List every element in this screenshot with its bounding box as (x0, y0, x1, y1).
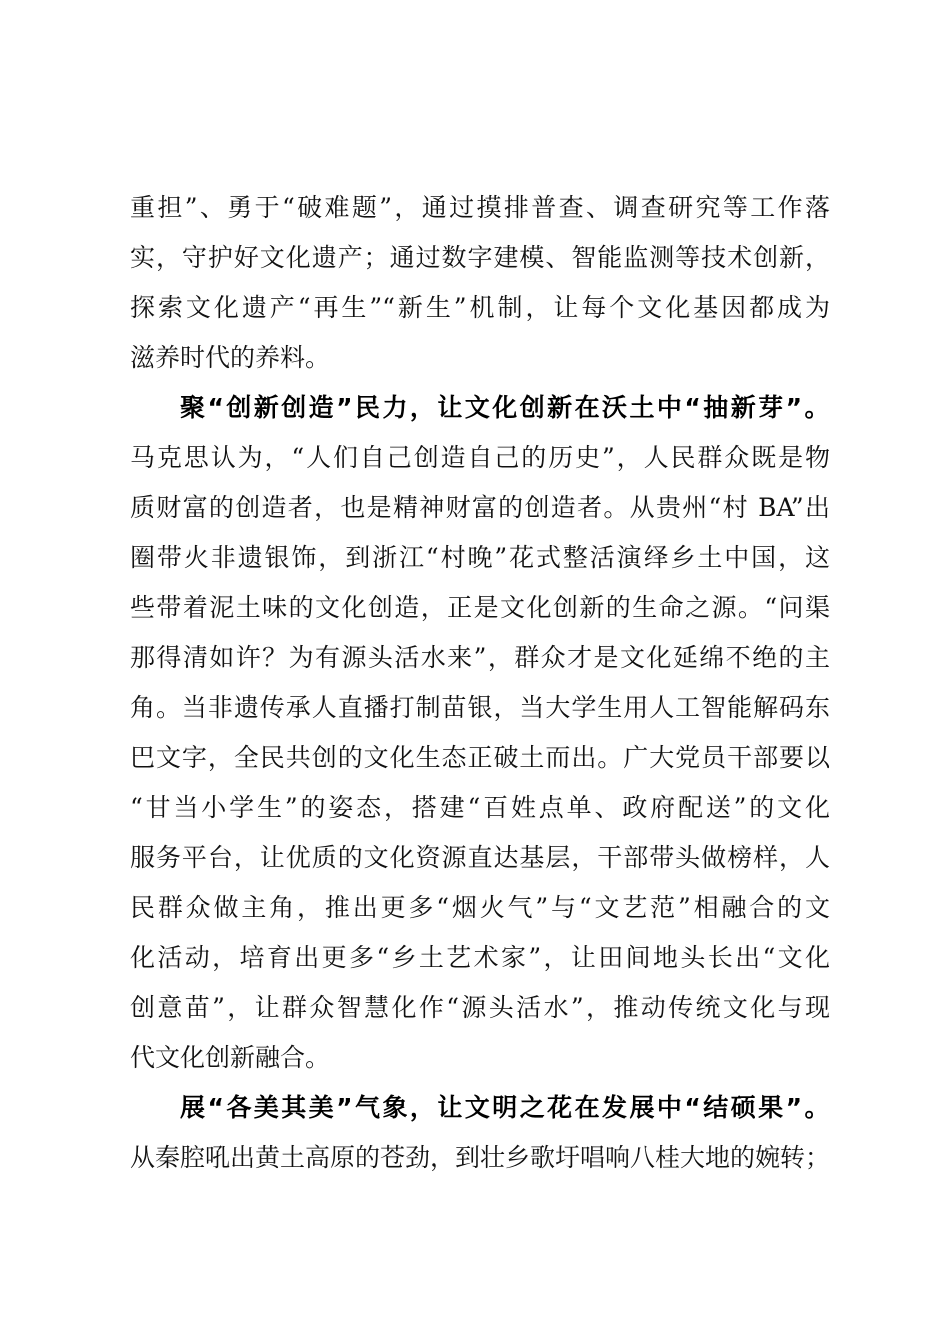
text-line: 质财富的创造者，也是精神财富的创造者。从贵州“村 BA”出 (130, 493, 830, 522)
section-heading: 聚“创新创造”民力，让文化创新在沃土中“抽新芽”。 (180, 393, 830, 422)
text-line: “甘当小学生”的姿态，搭建“百姓点单、政府配送”的文化 (130, 793, 830, 822)
text-line: 从秦腔吼出黄土高原的苍劲，到壮乡歌圩唱响八桂大地的婉转； (130, 1143, 831, 1172)
text-line: 巴文字，全民共创的文化生态正破土而出。广大党员干部要以 (130, 743, 830, 772)
text-line: 马克思认为，“人们自己创造自己的历史”，人民群众既是物 (130, 443, 830, 472)
text-line: 那得清如许？为有源头活水来”，群众才是文化延绵不绝的主 (130, 643, 830, 672)
text-line: 服务平台，让优质的文化资源直达基层，干部带头做榜样，人 (130, 843, 830, 872)
section-heading: 展“各美其美”气象，让文明之花在发展中“结硕果”。 (180, 1093, 830, 1122)
text-line: 滋养时代的养料。 (130, 343, 331, 372)
text-line: 些带着泥土味的文化创造，正是文化创新的生命之源。“问渠 (130, 593, 830, 622)
text-line: 民群众做主角，推出更多“烟火气”与“文艺范”相融合的文 (130, 893, 830, 922)
text-line: 实，守护好文化遗产；通过数字建模、智能监测等技术创新， (130, 243, 830, 272)
text-line: 探索文化遗产“再生”“新生”机制，让每个文化基因都成为 (130, 293, 830, 322)
text-line: 角。当非遗传承人直播打制苗银，当大学生用人工智能解码东 (130, 693, 830, 722)
text-line: 创意苗”，让群众智慧化作“源头活水”，推动传统文化与现 (130, 993, 830, 1022)
text-line: 重担”、勇于“破难题”，通过摸排普查、调查研究等工作落 (130, 193, 830, 222)
text-line: 圈带火非遗银饰，到浙江“村晚”花式整活演绎乡土中国，这 (130, 543, 830, 572)
text-line: 代文化创新融合。 (130, 1043, 331, 1072)
text-line: 化活动，培育出更多“乡土艺术家”，让田间地头长出“文化 (130, 943, 830, 972)
